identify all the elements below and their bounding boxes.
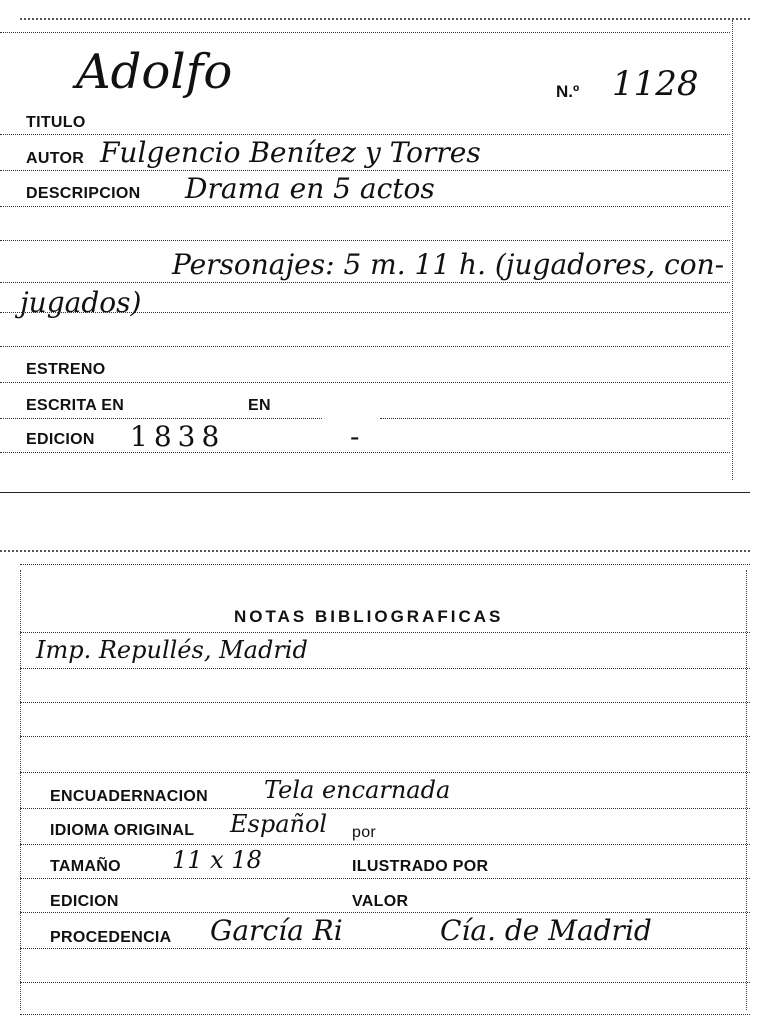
rule-notas-3: [20, 702, 750, 703]
personajes-line2: jugados): [20, 286, 142, 319]
descripcion-label: DESCRIPCION: [26, 185, 141, 202]
notas-heading: NOTAS BIBLIOGRAFICAS: [234, 607, 504, 626]
card-top-rule: [0, 32, 730, 33]
card-number: 1128: [612, 64, 699, 104]
rule-personajes-1: [0, 282, 730, 283]
card-bottom-top-edge: [0, 550, 750, 552]
card-bottom-top-rule: [20, 564, 750, 565]
rule-escrita-en: [0, 418, 322, 419]
rule-bottom-1: [20, 982, 750, 983]
rule-notas-2: [20, 668, 750, 669]
edicion-label-bottom: EDICION: [50, 893, 119, 910]
procedencia-label: PROCEDENCIA: [50, 929, 172, 946]
card-bottom-right-edge: [746, 570, 747, 1010]
rule-estreno: [0, 382, 730, 383]
rule-escrita-en-right: [380, 418, 730, 419]
autor-label: AUTOR: [26, 150, 85, 167]
encuadernacion-value: Tela encarnada: [264, 776, 451, 804]
rule-notas-5: [20, 772, 750, 773]
por-label: por: [352, 824, 377, 841]
tamano-value: 11 x 18: [172, 846, 262, 874]
rule-edicion: [0, 452, 730, 453]
en-label: EN: [248, 397, 271, 414]
card-top-bottom-edge: [0, 492, 750, 493]
card-bottom-left-edge: [20, 570, 21, 1010]
rule-autor: [0, 170, 730, 171]
encuadernacion-label: ENCUADERNACION: [50, 788, 208, 805]
tamano-label: TAMAÑO: [50, 858, 121, 875]
titulo-label: TITULO: [26, 114, 86, 131]
notes-line1: Imp. Repullés, Madrid: [36, 636, 308, 664]
rule-idioma: [20, 844, 750, 845]
rule-descripcion: [0, 206, 730, 207]
card-top-edge: [20, 18, 750, 20]
procedencia-value-2: Cía. de Madrid: [440, 914, 652, 947]
number-label: N.º: [556, 82, 580, 101]
procedencia-value: García Ri: [210, 914, 343, 947]
valor-label: VALOR: [352, 893, 409, 910]
rule-edicion-bottom: [20, 912, 750, 913]
rule-titulo: [0, 134, 730, 135]
rule-blank-1: [0, 240, 730, 241]
catalog-card-top: [0, 0, 759, 500]
rule-encuadernacion: [20, 808, 750, 809]
ilustrado-label: ILUSTRADO POR: [352, 858, 489, 875]
rule-notas-4: [20, 736, 750, 737]
autor-value: Fulgencio Benítez y Torres: [100, 136, 481, 169]
rule-tamano: [20, 878, 750, 879]
rule-procedencia: [20, 948, 750, 949]
rule-notas-1: [20, 632, 750, 633]
estreno-label: ESTRENO: [26, 361, 106, 378]
descripcion-value: Drama en 5 actos: [185, 172, 435, 205]
edicion-value: 1838: [130, 420, 226, 453]
idioma-label: IDIOMA ORIGINAL: [50, 822, 195, 839]
rule-bottom-2: [20, 1014, 750, 1015]
title-handwritten: Adolfo: [76, 44, 233, 100]
ink-blot: [374, 918, 410, 952]
edicion-label: EDICION: [26, 431, 95, 448]
rule-personajes-2: [0, 312, 730, 313]
edicion-dash: -: [350, 420, 360, 453]
personajes-line1: Personajes: 5 m. 11 h. (jugadores, con-: [172, 248, 725, 281]
card-right-edge: [732, 20, 733, 480]
escrita-en-label: ESCRITA EN: [26, 397, 125, 414]
catalog-card-bottom: [0, 540, 759, 1020]
idioma-value: Español: [230, 810, 328, 838]
rule-blank-2: [0, 346, 730, 347]
